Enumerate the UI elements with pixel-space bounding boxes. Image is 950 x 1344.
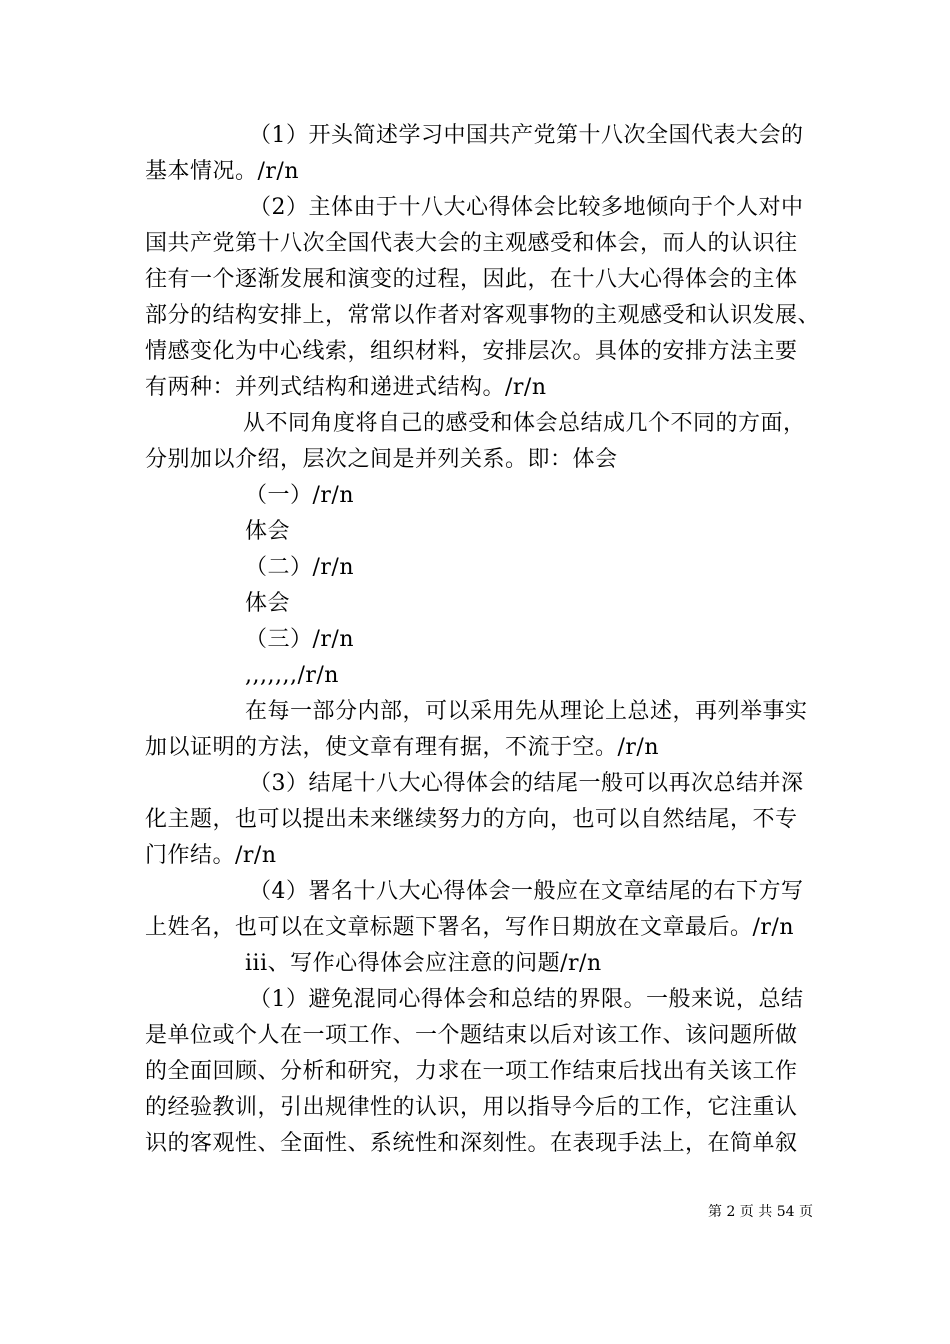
text-line: 情感变化为中心线索，组织材料，安排层次。具体的安排方法主要 (145, 339, 798, 364)
text-line: 上姓名，也可以在文章标题下署名，写作日期放在文章最后。/r/n (145, 915, 795, 940)
text-line: （三）/r/n (245, 627, 355, 652)
text-line: 的全面回顾、分析和研究，力求在一项工作结束后找出有关该工作 (145, 1059, 798, 1084)
text-line: 基本情况。/r/n (145, 159, 300, 184)
text-line: 有两种：并列式结构和递进式结构。/r/n (145, 375, 547, 400)
text-line: （1）开头简述学习中国共产党第十八次全国代表大会的 (249, 123, 804, 148)
text-line: 体会 (245, 519, 291, 544)
text-line: 从不同角度将自己的感受和体会总结成几个不同的方面， (243, 411, 806, 436)
text-line: iii、写作心得体会应注意的问题/r/n (245, 951, 602, 976)
text-line: （2）主体由于十八大心得体会比较多地倾向于个人对中 (249, 195, 804, 220)
text-line: （3）结尾十八大心得体会的结尾一般可以再次总结并深 (249, 771, 804, 796)
text-line: 的经验教训，引出规律性的认识，用以指导今后的工作，它注重认 (145, 1095, 798, 1120)
text-line: 门作结。/r/n (145, 843, 277, 868)
text-line: 体会 (245, 591, 291, 616)
document-body (145, 118, 821, 1162)
text-line: 识的客观性、全面性、系统性和深刻性。在表现手法上，在简单叙 (145, 1131, 798, 1156)
text-line: 在每一部分内部，可以采用先从理论上总述，再列举事实 (245, 699, 808, 724)
page-number: 第 2 页 共 54 页 (708, 1204, 813, 1220)
text-line: 化主题，也可以提出未来继续努力的方向，也可以自然结尾，不专 (145, 807, 798, 832)
text-line: （二）/r/n (245, 555, 355, 580)
text-line: 分别加以介绍，层次之间是并列关系。即：体会 (145, 447, 618, 472)
text-line: （1）避免混同心得体会和总结的界限。一般来说，总结 (249, 987, 804, 1012)
text-line: 往有一个逐渐发展和演变的过程，因此，在十八大心得体会的主体 (145, 267, 798, 292)
text-line: （4）署名十八大心得体会一般应在文章结尾的右下方写 (249, 879, 804, 904)
text-line: （一）/r/n (245, 483, 355, 508)
text-line: 部分的结构安排上，常常以作者对客观事物的主观感受和认识发展、 (145, 303, 821, 328)
text-line: 是单位或个人在一项工作、一个题结束以后对该工作、该问题所做 (145, 1023, 798, 1048)
text-line: 国共产党第十八次全国代表大会的主观感受和体会，而人的认识往 (145, 231, 798, 256)
text-line: 加以证明的方法，使文章有理有据，不流于空。/r/n (145, 735, 660, 760)
text-line: ,,,,,,,/r/n (245, 663, 339, 688)
